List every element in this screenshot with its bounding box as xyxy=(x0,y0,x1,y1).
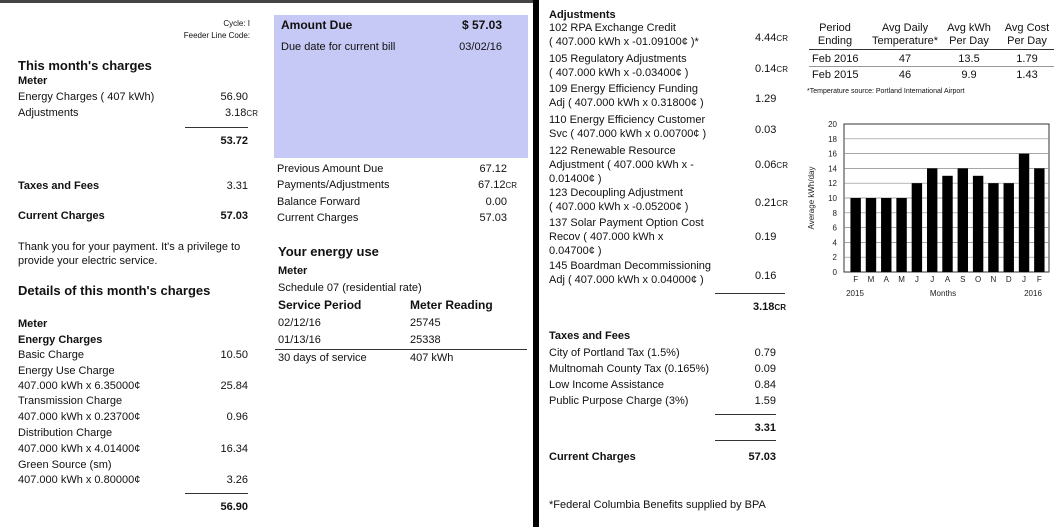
y-axis-label: Average kWh/day xyxy=(807,166,816,230)
adjustment-item-text: 123 Decoupling Adjustment xyxy=(549,187,683,199)
bill-right-panel xyxy=(539,0,1056,527)
adjustment-item-text: Adj ( 407.000 kWh x 0.04000¢ ) xyxy=(549,274,704,286)
chart-bar xyxy=(866,198,876,272)
balance-forward-label: Balance Forward xyxy=(277,196,361,208)
adjustment-item-text: 109 Energy Efficiency Funding xyxy=(549,83,698,95)
energy-use-calc: 407.000 kWh x 6.35000¢ xyxy=(18,380,141,392)
adjustment-item-value: 0.14CR xyxy=(755,63,788,75)
adjustment-item-text: 145 Boardman Decommissioning xyxy=(549,260,712,272)
bpa-footnote: *Federal Columbia Benefits supplied by BPA xyxy=(549,499,766,511)
amount-due-value: $ 57.03 xyxy=(461,18,502,32)
adjustment-item-text: ( 407.000 kWh x -0.03400¢ ) xyxy=(549,67,689,79)
y-tick-label: 14 xyxy=(828,164,837,174)
x-tick-label: J xyxy=(914,275,919,284)
adjustments-value: 3.18CR xyxy=(225,107,258,119)
x-tick-label: J xyxy=(930,275,935,284)
energy-use-meter: Meter xyxy=(278,265,308,277)
distribution-calc: 407.000 kWh x 4.01400¢ xyxy=(18,443,141,455)
y-tick-label: 8 xyxy=(832,208,837,218)
thanks-line-2: provide your electric service. xyxy=(18,255,158,267)
basic-charge-label: Basic Charge xyxy=(18,349,85,361)
x-tick-label: N xyxy=(990,275,997,284)
period-row-temp: 47 xyxy=(898,53,912,65)
period-row-kwh: 9.9 xyxy=(961,69,977,81)
amount-due-label: Amount Due xyxy=(281,18,353,32)
x-tick-label: O xyxy=(974,275,982,284)
adjustment-item-value: 1.29 xyxy=(755,93,777,105)
basic-charge-value: 10.50 xyxy=(220,349,248,361)
period-row-kwh: 13.5 xyxy=(958,53,980,65)
period-date-1: 02/12/16 xyxy=(278,317,321,329)
chart-bar xyxy=(850,198,860,272)
this-month-title: This month's charges xyxy=(18,58,152,73)
amount-due-box xyxy=(274,15,528,158)
transmission-label: Transmission Charge xyxy=(18,395,123,407)
transmission-value: 0.96 xyxy=(226,411,248,423)
taxes-fees-value: 3.31 xyxy=(226,180,248,192)
details-total: 56.90 xyxy=(220,501,248,513)
adjustment-item-value: 4.44CR xyxy=(755,32,788,44)
usage-bar-chart xyxy=(539,0,1056,300)
tax-item-value: 0.79 xyxy=(754,347,776,359)
tax-item-value: 1.59 xyxy=(754,395,776,407)
current-charges-label: Current Charges xyxy=(18,210,105,222)
period-row-cost: 1.43 xyxy=(1016,69,1038,81)
chart-bar xyxy=(988,183,998,272)
days-of-service: 30 days of service xyxy=(278,352,367,364)
divider xyxy=(185,493,248,494)
due-date-label: Due date for current bill xyxy=(281,41,396,53)
meter-reading-2: 25338 xyxy=(410,334,441,346)
distribution-value: 16.34 xyxy=(220,443,248,455)
y-tick-label: 6 xyxy=(832,223,837,233)
divider xyxy=(715,440,776,441)
adjustment-item-text: 102 RPA Exchange Credit xyxy=(549,22,676,34)
summary-current-value: 57.03 xyxy=(479,212,507,224)
chart-bar xyxy=(942,176,952,272)
energy-charges-value: 56.90 xyxy=(220,91,248,103)
details-energy-label: Energy Charges xyxy=(18,334,103,346)
adjustment-item-text: 0.04700¢ ) xyxy=(549,245,602,257)
summary-current-label: Current Charges xyxy=(277,212,359,224)
distribution-label: Distribution Charge xyxy=(18,427,113,439)
adjustments-total: 3.18CR xyxy=(753,301,786,313)
x-tick-label: J xyxy=(1022,275,1027,284)
tax-item-value: 0.84 xyxy=(754,379,776,391)
adjustment-item-text: Adj ( 407.000 kWh x 0.31800¢ ) xyxy=(549,97,704,109)
cost-header: Avg Cost Per Day xyxy=(1004,22,1050,47)
adjustment-item-text: 105 Regulatory Adjustments xyxy=(549,53,687,65)
service-period-header: Service Period xyxy=(278,298,362,312)
adjustment-item-text: Adjustment ( 407.000 kWh x - xyxy=(549,159,694,171)
current-charges-value: 57.03 xyxy=(220,210,248,222)
y-tick-label: 12 xyxy=(828,179,837,189)
divider xyxy=(275,349,527,350)
meter-label: Meter xyxy=(18,75,48,87)
green-source-value: 3.26 xyxy=(226,474,248,486)
energy-use-title: Your energy use xyxy=(278,244,379,259)
chart-bar xyxy=(1019,154,1029,272)
y-tick-label: 2 xyxy=(832,253,837,263)
transmission-calc: 407.000 kWh x 0.23700¢ xyxy=(18,411,141,423)
meter-reading-1: 25745 xyxy=(410,317,441,329)
adjustment-item-text: 110 Energy Efficiency Customer xyxy=(549,114,706,126)
tax-item-label: Low Income Assistance xyxy=(549,379,664,391)
payments-label: Payments/Adjustments xyxy=(277,179,390,191)
tax-item-value: 0.09 xyxy=(754,363,776,375)
previous-due-label: Previous Amount Due xyxy=(277,163,384,175)
due-date-value: 03/02/16 xyxy=(459,41,502,53)
adjustment-item-text: ( 407.000 kWh x -01.09100¢ )* xyxy=(549,36,699,48)
meter-reading-header: Meter Reading xyxy=(410,298,493,312)
x-tick-label: A xyxy=(883,275,889,284)
x-tick-label: M xyxy=(898,275,905,284)
cycle-label: Cycle: I xyxy=(223,19,250,28)
current-charges-value: 57.03 xyxy=(748,451,776,463)
adjustment-item-text: Svc ( 407.000 kWh x 0.00700¢ ) xyxy=(549,128,707,140)
adjustment-item-text: 122 Renewable Resource xyxy=(549,145,676,157)
x-tick-label: F xyxy=(853,275,859,284)
x-tick-label: A xyxy=(944,275,951,284)
current-charges-label: Current Charges xyxy=(549,451,636,463)
temp-header: Avg Daily Temperature* xyxy=(871,22,939,47)
previous-due-value: 67.12 xyxy=(479,163,507,175)
adjustment-item-text: ( 407.000 kWh x -0.05200¢ ) xyxy=(549,201,689,213)
chart-bar xyxy=(973,176,983,272)
chart-bar xyxy=(896,198,906,272)
x-tick-label: F xyxy=(1036,275,1042,284)
adjustment-item-value: 0.06CR xyxy=(755,159,788,171)
subtotal-value: 53.72 xyxy=(220,135,248,147)
y-tick-label: 10 xyxy=(828,194,837,203)
divider xyxy=(185,127,248,128)
green-source-label: Green Source (sm) xyxy=(18,459,112,471)
thanks-line-1: Thank you for your payment. It's a privilege to xyxy=(18,241,241,253)
energy-charges-label: Energy Charges ( 407 kWh) xyxy=(18,91,155,103)
x-tick-label: D xyxy=(1005,275,1012,284)
x-tick-label: S xyxy=(960,275,966,284)
adjustment-item-value: 0.21CR xyxy=(755,197,788,209)
period-header: Period Ending xyxy=(817,22,853,47)
chart-bar xyxy=(927,168,937,272)
period-row-temp: 46 xyxy=(898,69,912,81)
x-axis-label: Months xyxy=(929,289,957,298)
tax-item-label: City of Portland Tax (1.5%) xyxy=(549,347,680,359)
y-tick-label: 18 xyxy=(828,134,837,144)
schedule-text: Schedule 07 (residential rate) xyxy=(278,282,422,294)
adjustment-item-text: 137 Solar Payment Option Cost xyxy=(549,217,704,229)
x-tick-label: M xyxy=(867,275,875,284)
taxes-total: 3.31 xyxy=(754,422,776,434)
details-meter-label: Meter xyxy=(18,318,48,330)
tax-item-label: Public Purpose Charge (3%) xyxy=(549,395,689,407)
adjustment-item-text: Recov ( 407.000 kWh x xyxy=(549,231,664,243)
adjustment-item-value: 0.19 xyxy=(755,231,777,243)
period-row-cost: 1.79 xyxy=(1016,53,1038,65)
total-kwh: 407 kWh xyxy=(410,352,454,364)
year-end-label: 2016 xyxy=(1024,289,1042,298)
y-tick-label: 4 xyxy=(832,238,837,248)
energy-use-value: 25.84 xyxy=(220,380,248,392)
chart-bar xyxy=(881,198,891,272)
tax-item-label: Multnomah County Tax (0.165%) xyxy=(549,363,709,375)
energy-use-charge-label: Energy Use Charge xyxy=(18,365,115,377)
payments-value: 67.12CR xyxy=(478,179,518,191)
y-tick-label: 16 xyxy=(828,149,837,159)
period-date-2: 01/13/16 xyxy=(278,334,321,346)
adjustments-title: Adjustments xyxy=(549,9,616,21)
green-source-calc: 407.000 kWh x 0.80000¢ xyxy=(18,474,141,486)
y-tick-label: 0 xyxy=(832,268,837,277)
adjustments-label: Adjustments xyxy=(18,107,79,119)
temperature-note: *Temperature source: Portland International Airport xyxy=(807,88,965,95)
balance-forward-value: 0.00 xyxy=(485,196,507,208)
period-row-label: Feb 2015 xyxy=(812,69,859,81)
year-start-label: 2015 xyxy=(846,289,864,298)
taxes-title: Taxes and Fees xyxy=(549,330,631,342)
details-title: Details of this month's charges xyxy=(18,283,211,298)
taxes-fees-label: Taxes and Fees xyxy=(18,180,100,192)
divider xyxy=(715,414,776,415)
adjustment-item-value: 0.16 xyxy=(755,270,777,282)
adjustment-item-text: 0.01400¢ ) xyxy=(549,173,602,185)
adjustment-item-value: 0.03 xyxy=(755,124,777,136)
feeder-line-label: Feeder Line Code: xyxy=(183,31,250,40)
chart-bar xyxy=(958,168,968,272)
kwh-header: Avg kWh Per Day xyxy=(947,22,991,47)
chart-bar xyxy=(1004,183,1014,272)
period-row-label: Feb 2016 xyxy=(812,53,859,65)
chart-bar xyxy=(912,183,922,272)
chart-bar xyxy=(1034,168,1044,272)
y-tick-label: 20 xyxy=(828,120,837,129)
